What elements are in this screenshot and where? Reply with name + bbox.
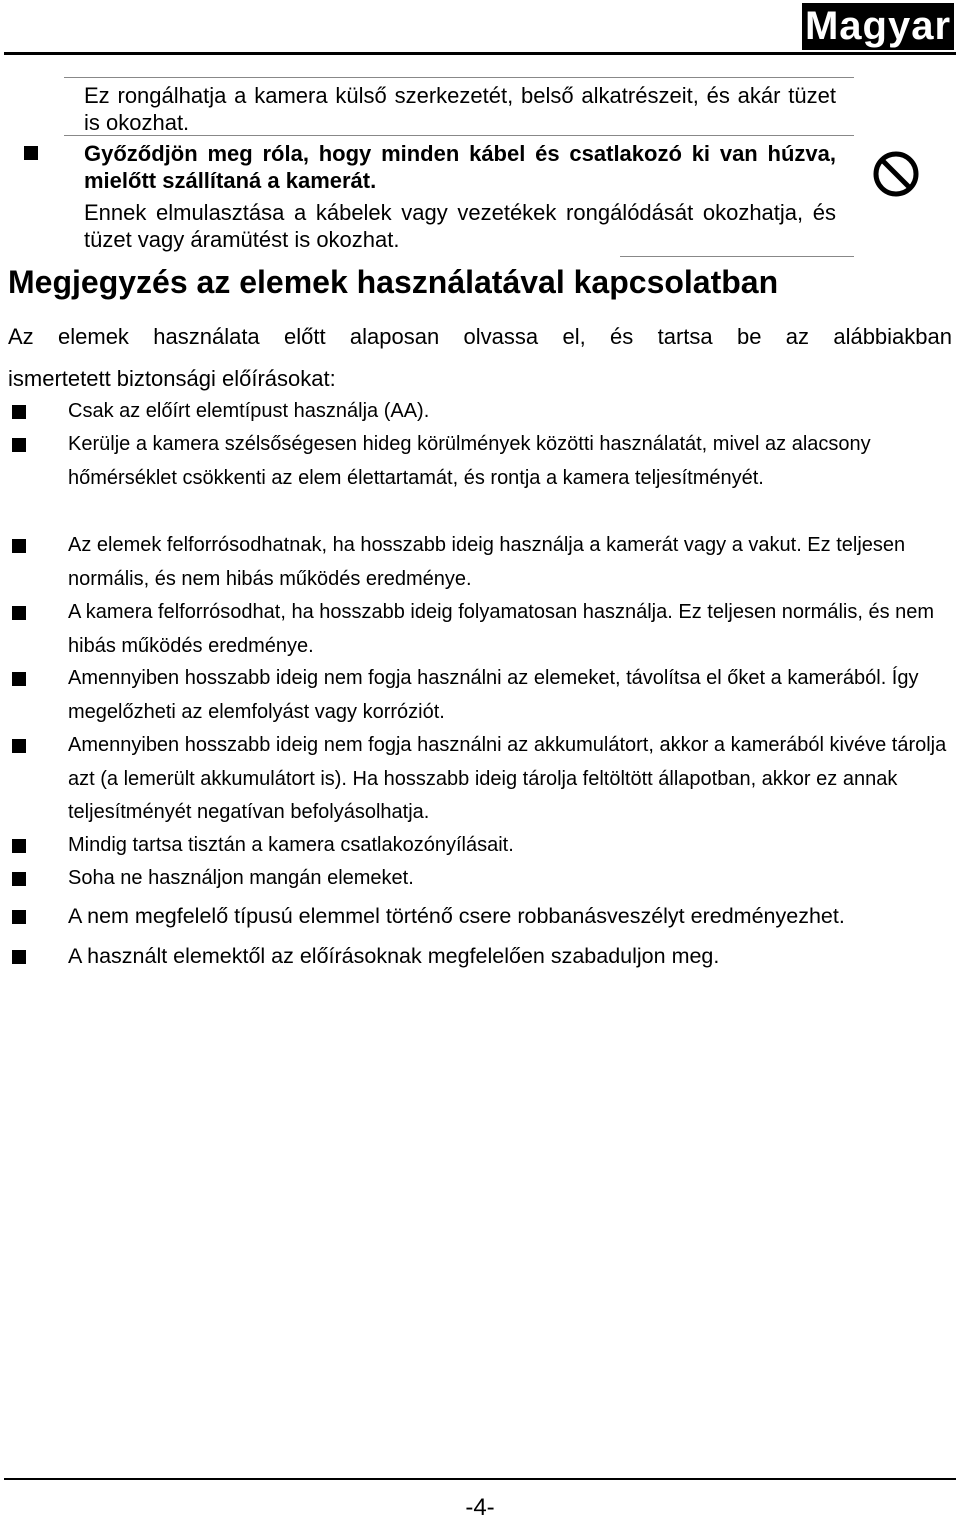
list-item	[12, 395, 956, 429]
bullet-square	[12, 739, 26, 753]
header-rule	[4, 52, 956, 55]
list-item-text: A kamera felforrósodhat, ha hosszabb ideig folyamatosan használja. Ez teljesen normális, és nem hibás működés eredménye.	[68, 601, 935, 657]
list-item-text: A használt elemektől az előírásoknak megfelelően szabaduljon meg.	[68, 944, 720, 968]
list-item-text: Kerülje a kamera szélsőségesen hideg körülmények közötti használatát, mivel az alacsony hőmérséklet csökkenti az elem élettartamát, és rontja a kamera teljesítményét.	[68, 433, 871, 489]
bullet-square	[12, 910, 26, 924]
list-item	[12, 940, 956, 974]
bullet-square	[12, 606, 26, 620]
footer-rule	[4, 1478, 956, 1480]
list-item-text: Soha ne használjon mangán elemeket.	[68, 867, 414, 889]
bullet-square	[12, 539, 26, 553]
bullet-square	[12, 672, 26, 686]
list-item	[12, 829, 956, 863]
list-item-text: Az elemek felforrósodhatnak, ha hosszabb ideig használja a kamerát vagy a vakut. Ez teljesen normális, és nem hibás működés eredménye.	[68, 534, 906, 590]
warning-rule-top	[64, 77, 854, 78]
warning-item-bold: Győződjön meg róla, hogy minden kábel és csatlakozó ki van húzva, mielőtt szállítaná a kamerát.	[84, 141, 836, 193]
prohibition-icon	[872, 150, 920, 198]
list-item-text: Csak az előírt elemtípust használja (AA).	[68, 400, 430, 422]
warning-item-text: Ennek elmulasztása a kábelek vagy vezetékek rongálódását okozhatja, és tüzet vagy áramütést is okozhat.	[84, 200, 836, 252]
list-item	[12, 529, 956, 596]
list-item-text: A nem megfelelő típusú elemmel történő csere robbanásveszélyt eredményezhet.	[68, 904, 845, 928]
list-item	[12, 662, 956, 729]
bullet-square	[12, 950, 26, 964]
list-item-text: Amennyiben hosszabb ideig nem fogja használni az elemeket, távolítsa el őket a kamerából. Így megelőzheti az elemfolyást vagy korróziót.	[68, 667, 919, 723]
intro-line-1: Az elemek használata előtt alaposan olvassa el, és tartsa be az alábbiakban	[8, 324, 952, 349]
warning-rule-bottom	[620, 256, 854, 257]
list-item	[12, 596, 956, 663]
bullet-square	[12, 872, 26, 886]
bullet-square	[12, 405, 26, 419]
list-item	[12, 862, 956, 896]
list-item-text: Mindig tartsa tisztán a kamera csatlakozónyílásait.	[68, 834, 514, 856]
list-item	[12, 428, 956, 495]
warning-continuation: Ez rongálhatja a kamera külső szerkezetét, belső alkatrészeit, és akár tüzet is okozhat.	[84, 83, 836, 135]
list-item	[12, 729, 956, 830]
warning-bullet	[24, 146, 38, 160]
language-tab: Magyar	[802, 3, 954, 50]
bullet-square	[12, 438, 26, 452]
list-item	[12, 900, 956, 934]
section-title: Megjegyzés az elemek használatával kapcsolatban	[8, 264, 779, 300]
page-number: -4-	[465, 1494, 495, 1521]
list-item-text: Amennyiben hosszabb ideig nem fogja használni az akkumulátort, akkor a kamerából kivéve tárolja azt (a lemerült akkumulátort is). Ha hosszabb ideig tárolja feltöltött állapotban, akkor ez annak teljesítményét negatívan befolyásolhatja.	[68, 734, 947, 823]
intro-line-2: ismertetett biztonsági előírásokat:	[8, 366, 336, 391]
bullet-square	[12, 839, 26, 853]
